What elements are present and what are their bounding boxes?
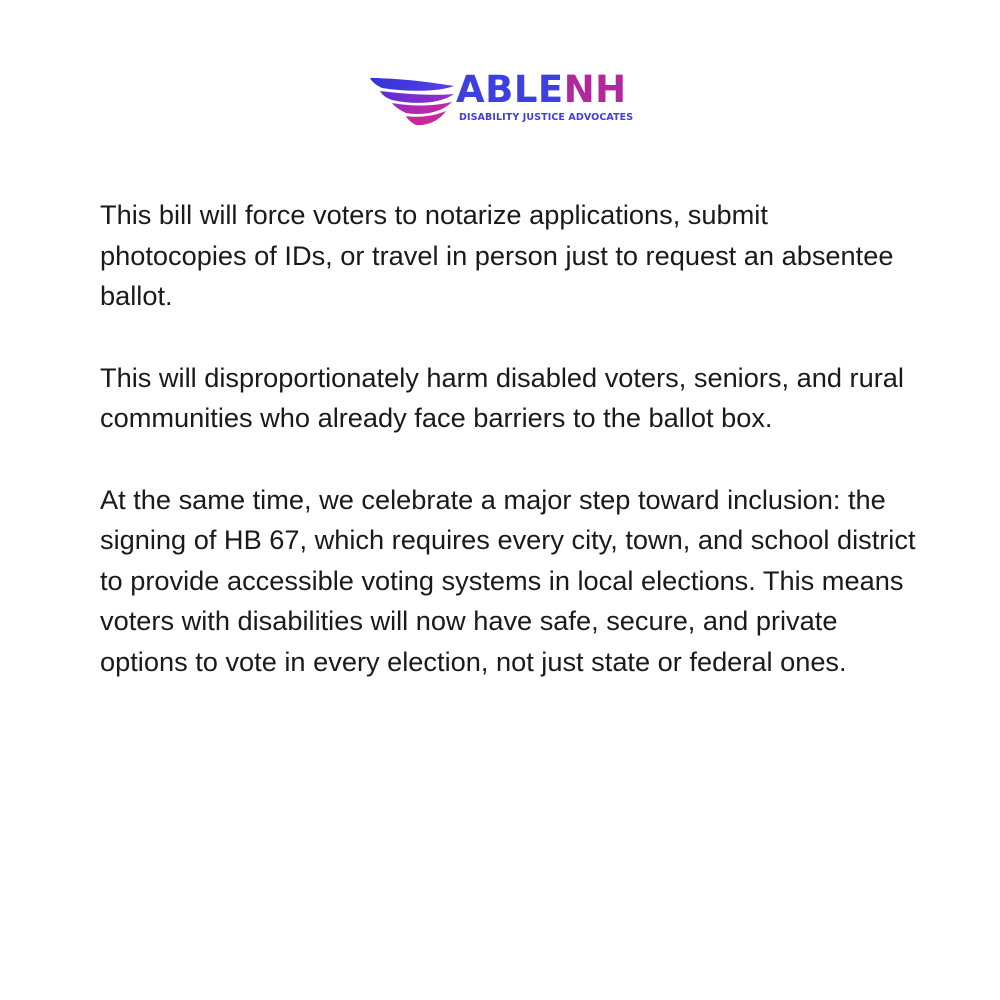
logo-tagline: DISABILITY JUSTICE ADVOCATES (459, 112, 634, 123)
paragraph-absentee-bill: This bill will force voters to notarize applications, submit photocopies of IDs, or travel in person just to request an absentee ballot. (100, 199, 894, 311)
logo-name-able: ABLE (456, 68, 564, 111)
statement-text (100, 195, 920, 723)
logo-name-nh: NH (563, 68, 627, 111)
paragraph-hb67: At the same time, we celebrate a major step toward inclusion: the signing of HB 67, which requires every city, town, and school district to provide accessible voting systems in local elections. This means voters with disabilities will now have safe, secure, and private options to vote in every election, not just state or federal ones. (100, 483, 916, 677)
ablenh-logo (368, 70, 636, 130)
wing-icon (368, 72, 460, 130)
paragraph-harm: This will disproportionately harm disabled voters, seniors, and rural communities who already face barriers to the ballot box. (100, 361, 904, 433)
logo-wordmark (456, 68, 627, 112)
